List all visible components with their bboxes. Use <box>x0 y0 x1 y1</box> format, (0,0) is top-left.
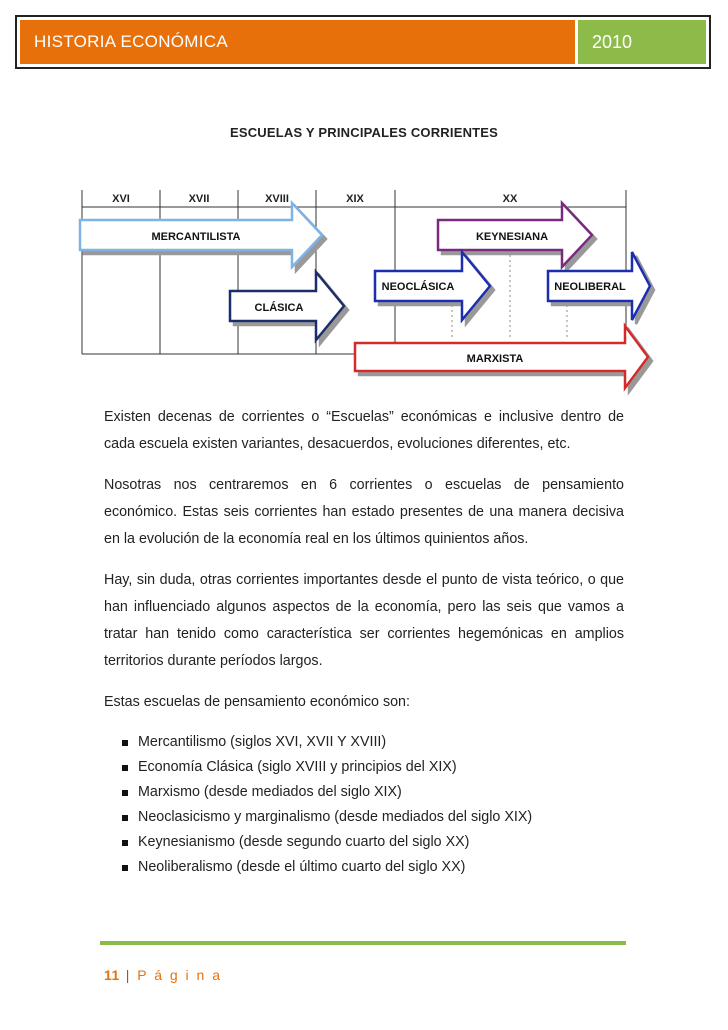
footer-divider <box>100 941 626 945</box>
century-label: XVIII <box>265 193 289 205</box>
header-title: HISTORIA ECONÓMICA <box>20 20 575 64</box>
page-footer <box>104 967 222 983</box>
century-label: XIX <box>346 193 364 205</box>
paragraph: Estas escuelas de pensamiento económico son: <box>104 694 410 710</box>
page-number: 11 <box>104 967 120 983</box>
square-bullet-icon <box>122 865 128 871</box>
school-label-marxista: MARXISTA <box>466 353 524 365</box>
century-label: XX <box>502 193 518 205</box>
list-item: Economía Clásica (siglo XVIII y principios del XIX) <box>122 755 624 780</box>
page-label: P á g i n a <box>137 967 223 983</box>
century-label: XVII <box>188 193 210 205</box>
school-label-neoclasica: NEOCLÁSICA <box>381 281 455 293</box>
square-bullet-icon <box>122 790 128 796</box>
list-item: Neoclasicismo y marginalismo (desde mediados del siglo XIX) <box>122 805 624 830</box>
square-bullet-icon <box>122 815 128 821</box>
paragraph: Nosotras nos centraremos en 6 corrientes o escuelas de pensamiento económico. Estas seis corrientes han estado presentes de una manera decisiva en la evolución de la economía real en los últimos quinientos años. <box>104 477 624 547</box>
body-text <box>104 404 624 880</box>
school-label-mercantilista: MERCANTILISTA <box>151 231 241 243</box>
paragraph: Hay, sin duda, otras corrientes importantes desde el punto de vista teórico, o que han influenciado algunos aspectos de la economía, pero las seis que vamos a tratar han tenido como característica ser corrientes hegemónicas en amplios territorios durante períodos largos. <box>104 572 624 669</box>
list-item: Keynesianismo (desde segundo cuarto del siglo XX) <box>122 830 624 855</box>
section-title: ESCUELAS Y PRINCIPALES CORRIENTES <box>229 125 499 140</box>
header-year: 2010 <box>578 20 706 64</box>
square-bullet-icon <box>122 840 128 846</box>
square-bullet-icon <box>122 765 128 771</box>
list-item: Neoliberalismo (desde el último cuarto del siglo XX) <box>122 855 624 880</box>
timeline-grid <box>82 190 626 354</box>
century-label: XVI <box>112 193 130 205</box>
list-item: Mercantilismo (siglos XVI, XVII Y XVIII) <box>122 730 624 755</box>
schools-list <box>104 730 624 880</box>
paragraph: Existen decenas de corrientes o “Escuelas” económicas e inclusive dentro de cada escuela existen variantes, desacuerdos, evoluciones diferentes, etc. <box>104 409 624 452</box>
schools-timeline-diagram <box>0 0 728 400</box>
school-label-clasica: CLÁSICA <box>254 302 304 314</box>
school-label-keynesiana: KEYNESIANA <box>475 231 549 243</box>
list-item: Marxismo (desde mediados del siglo XIX) <box>122 780 624 805</box>
footer-separator: | <box>125 967 132 983</box>
school-label-neoliberal: NEOLIBERAL <box>554 281 626 293</box>
square-bullet-icon <box>122 740 128 746</box>
